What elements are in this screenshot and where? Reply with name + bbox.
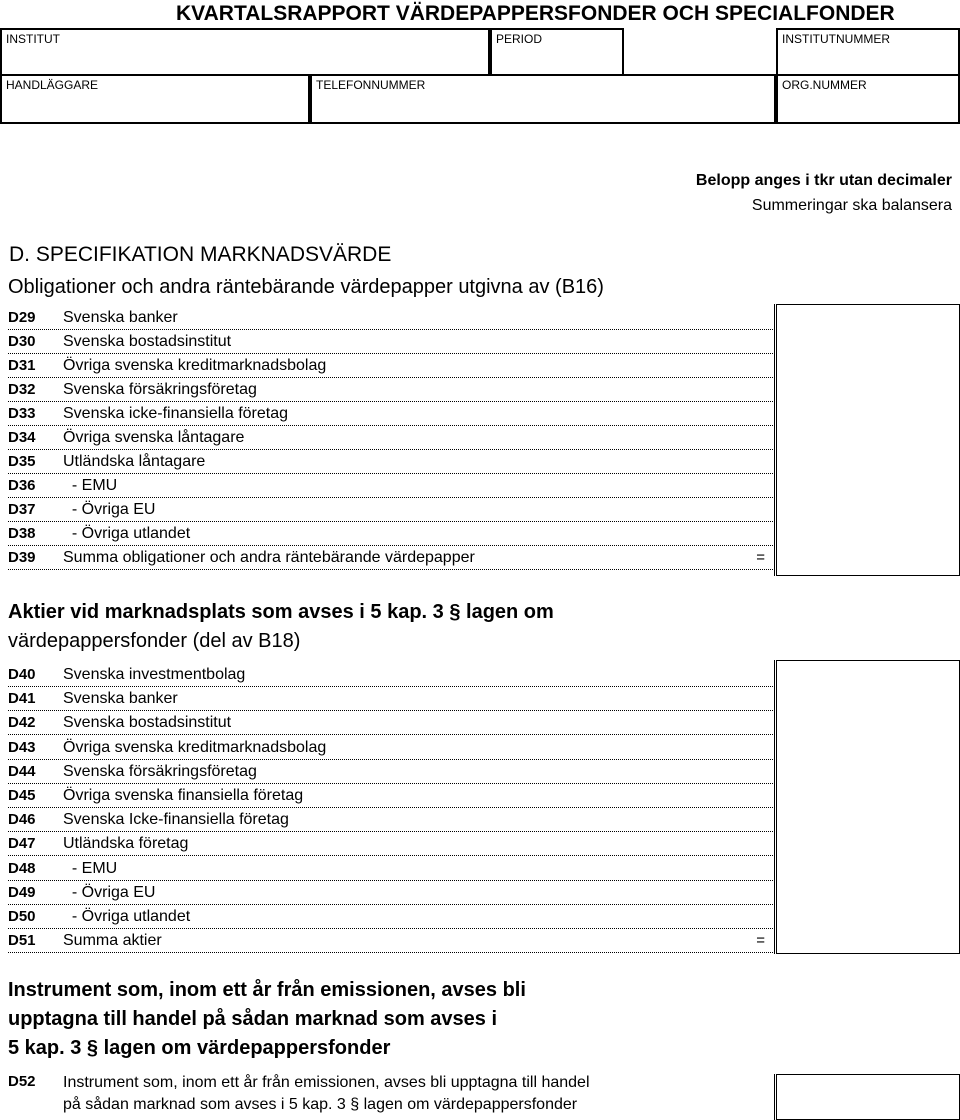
dotted-leader: [8, 473, 773, 474]
row-label: Utländska företag: [63, 835, 189, 853]
form-row-d48: [8, 859, 773, 883]
row-code: D48: [8, 859, 36, 877]
row-label: Summa aktier: [63, 932, 162, 950]
row-code: D50: [8, 908, 36, 925]
form-row-d32: [8, 380, 773, 404]
bond-value-box[interactable]: [776, 304, 960, 576]
dotted-leader: [8, 377, 773, 378]
row-label: - EMU: [63, 859, 118, 877]
form-row-d39: [8, 548, 773, 572]
instrument-heading-line-2: upptagna till handel på sådan marknad som avses i: [8, 1008, 498, 1030]
row-label: Svenska försäkringsföretag: [63, 381, 257, 398]
dotted-leader: [8, 904, 773, 905]
dotted-leader: [8, 329, 773, 330]
row-code: D44: [8, 762, 36, 780]
instrument-heading-line-1: Instrument som, inom ett år från emissionen, avses bli: [8, 979, 526, 1001]
row-code: D39: [8, 549, 36, 566]
instrument-heading-line-3: 5 kap. 3 § lagen om värdepappersfonder: [8, 1037, 391, 1059]
row-label: Svenska investmentbolag: [63, 666, 246, 683]
amounts-note: Belopp anges i tkr utan decimaler: [695, 172, 952, 189]
d52-code: D52: [8, 1073, 36, 1090]
form-row-d40: [8, 665, 773, 689]
orgnummer-field[interactable]: [776, 74, 960, 124]
form-row-d30: [8, 332, 773, 356]
dotted-leader: [8, 759, 773, 760]
dotted-leader: [8, 449, 773, 450]
row-label: Svenska banker: [63, 690, 178, 708]
form-row-d45: [8, 786, 773, 810]
dotted-leader: [8, 880, 773, 881]
form-row-d51: [8, 931, 773, 955]
row-code: D31: [8, 357, 36, 374]
row-code: D29: [8, 309, 36, 326]
row-code: D49: [8, 883, 36, 901]
shares-heading-2: värdepappersfonder (del av B18): [8, 630, 301, 652]
form-row-d44: [8, 762, 773, 786]
dotted-leader: [8, 928, 773, 929]
row-label: Övriga svenska finansiella företag: [63, 787, 304, 804]
row-code: D45: [8, 787, 36, 804]
row-code: D38: [8, 525, 36, 542]
form-row-d33: [8, 404, 773, 428]
telefonnummer-field[interactable]: [310, 74, 776, 124]
handlaggare-label: HANDLÄGGARE: [6, 78, 99, 92]
dotted-leader: [8, 783, 773, 784]
row-code: D34: [8, 429, 36, 446]
instrument-heading: [8, 976, 526, 1063]
shares-column-line: [774, 660, 775, 954]
institutnummer-field[interactable]: [776, 28, 960, 76]
row-label: Utländska låntagare: [63, 453, 206, 470]
dotted-leader: [8, 545, 773, 546]
telefonnummer-label: TELEFONNUMMER: [316, 78, 426, 92]
form-row-d49: [8, 883, 773, 907]
row-label: - Övriga utlandet: [63, 525, 191, 542]
row-label: Svenska försäkringsföretag: [63, 762, 257, 780]
d52-label: [63, 1072, 590, 1116]
form-row-d41: [8, 689, 773, 713]
dotted-leader: [8, 710, 773, 711]
row-code: D40: [8, 666, 36, 683]
form-row-d38: [8, 524, 773, 548]
bond-heading: Obligationer och andra räntebärande värdepapper utgivna av (B16): [8, 276, 604, 298]
d52-column-line: [774, 1074, 775, 1120]
dotted-leader: [8, 807, 773, 808]
row-code: D43: [8, 738, 36, 756]
equals-sign: =: [756, 932, 765, 950]
form-row-d34: [8, 428, 773, 452]
institut-field[interactable]: [0, 28, 490, 76]
report-title: KVARTALSRAPPORT VÄRDEPAPPERSFONDER OCH SPECIALFONDER: [176, 2, 895, 25]
form-row-d46: [8, 810, 773, 834]
d52-value-box[interactable]: [776, 1074, 960, 1120]
shares-heading-1: Aktier vid marknadsplats som avses i 5 kap. 3 § lagen om: [8, 601, 554, 623]
equals-sign: =: [756, 549, 765, 566]
period-field[interactable]: [490, 28, 624, 76]
sums-note: Summeringar ska balansera: [751, 197, 952, 214]
d52-label-line-1: Instrument som, inom ett år från emissionen, avses bli upptagna till handel: [63, 1074, 590, 1091]
dotted-leader: [8, 952, 773, 953]
row-label: Övriga svenska kreditmarknadsbolag: [63, 357, 327, 374]
dotted-leader: [8, 425, 773, 426]
row-label: Svenska bostadsinstitut: [63, 714, 232, 732]
form-row-d47: [8, 834, 773, 858]
row-code: D46: [8, 811, 36, 829]
row-label: - Övriga EU: [63, 501, 156, 518]
row-label: - Övriga utlandet: [63, 908, 191, 925]
row-label: Svenska banker: [63, 309, 178, 326]
row-code: D32: [8, 381, 36, 398]
d52-label-line-2: på sådan marknad som avses i 5 kap. 3 § lagen om värdepappersfonder: [63, 1096, 578, 1113]
period-label: PERIOD: [496, 32, 543, 46]
form-row-d50: [8, 907, 773, 931]
row-label: Övriga svenska kreditmarknadsbolag: [63, 738, 327, 756]
dotted-leader: [8, 569, 773, 570]
dotted-leader: [8, 734, 773, 735]
form-row-d31: [8, 356, 773, 380]
row-label: Svenska Icke-finansiella företag: [63, 811, 289, 829]
form-row-d29: [8, 308, 773, 332]
row-code: D42: [8, 714, 36, 732]
form-row-d37: [8, 500, 773, 524]
form-row-d43: [8, 738, 773, 762]
section-d-heading: D. SPECIFIKATION MARKNADSVÄRDE: [9, 243, 392, 266]
row-code: D51: [8, 932, 36, 950]
row-label: Svenska bostadsinstitut: [63, 333, 232, 350]
form-row-d36: [8, 476, 773, 500]
dotted-leader: [8, 855, 773, 856]
dotted-leader: [8, 831, 773, 832]
row-code: D41: [8, 690, 36, 708]
row-code: D37: [8, 501, 36, 518]
row-code: D30: [8, 333, 36, 350]
institut-label: INSTITUT: [6, 32, 60, 46]
dotted-leader: [8, 521, 773, 522]
row-label: - EMU: [63, 477, 118, 494]
orgnummer-label: ORG.NUMMER: [782, 78, 867, 92]
form-row-d35: [8, 452, 773, 476]
dotted-leader: [8, 401, 773, 402]
row-code: D47: [8, 835, 36, 853]
bond-column-line: [774, 304, 775, 576]
dotted-leader: [8, 497, 773, 498]
institutnummer-label: INSTITUTNUMMER: [782, 32, 890, 46]
dotted-leader: [8, 353, 773, 354]
row-label: - Övriga EU: [63, 883, 156, 901]
row-label: Summa obligationer och andra räntebärande värdepapper: [63, 549, 475, 566]
row-label: Svenska icke-finansiella företag: [63, 405, 289, 422]
dotted-leader: [8, 686, 773, 687]
form-row-d42: [8, 713, 773, 737]
row-code: D35: [8, 453, 36, 470]
row-label: Övriga svenska låntagare: [63, 429, 245, 446]
row-code: D36: [8, 477, 36, 494]
row-code: D33: [8, 405, 36, 422]
shares-value-box[interactable]: [776, 660, 960, 954]
handlaggare-field[interactable]: [0, 74, 310, 124]
